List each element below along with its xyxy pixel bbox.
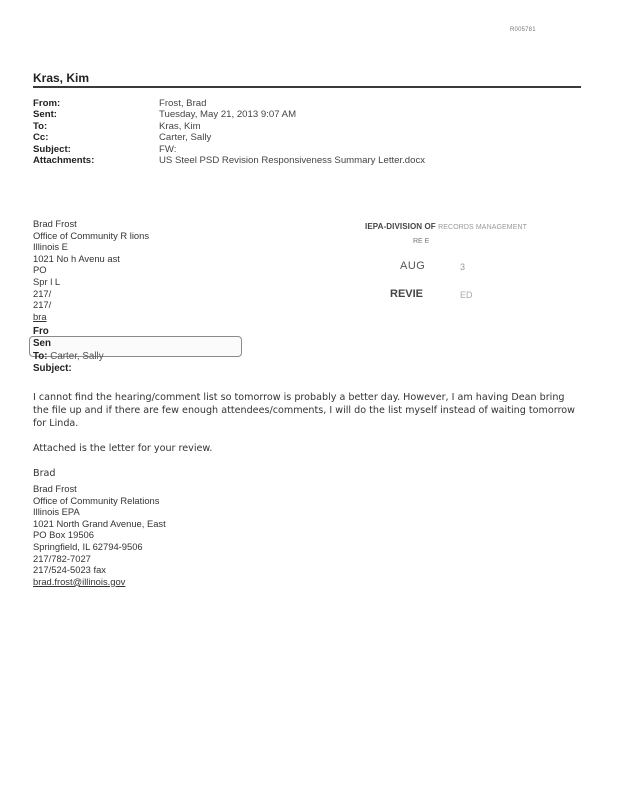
signature-line: Brad Frost (33, 218, 77, 229)
stamp-month: AUG (400, 260, 426, 272)
header-label: From: (33, 98, 61, 109)
header-label: Attachments: (33, 155, 95, 167)
signature-line: 217/ (33, 287, 52, 299)
signature-city: Springfield, IL 62794-9506 (33, 540, 143, 552)
signature-email-partial[interactable]: bra (33, 310, 47, 322)
fw-to-label: To: (33, 350, 48, 362)
header-label: To: (33, 120, 48, 132)
fw-from-label: Fro (33, 326, 49, 337)
stamp-agency-faint: RECORDS MANAGEMENT (438, 224, 528, 231)
body-signoff: Brad (33, 468, 56, 479)
stamp-agency (365, 222, 527, 231)
received-stamp (365, 222, 528, 312)
mailbox-owner: Kras, Kim (33, 71, 90, 85)
header-value: Frost, Brad (159, 98, 207, 109)
signature-name: Brad Frost (33, 483, 77, 494)
header-value: Tuesday, May 21, 2013 9:07 AM (159, 109, 297, 121)
fw-to-value: Carter, Sally (50, 350, 104, 362)
stamp-reviewed-faint: ED (460, 290, 473, 300)
signature-phone: 217/782-7027 (33, 552, 91, 564)
header-from (33, 98, 573, 109)
signature-block (33, 483, 166, 587)
signature-partial (33, 218, 149, 322)
signature-fax: 217/524-5023 fax (33, 564, 106, 576)
signature-line: Office of Community R lions (33, 229, 150, 241)
fw-subject-label: Subject: (33, 363, 72, 375)
signature-line: 217/ (33, 299, 52, 311)
header-attachments (33, 155, 573, 166)
header-value: FW: (159, 143, 177, 155)
stamp-received: RE E (413, 238, 430, 245)
header-subject (33, 144, 573, 155)
header-label: Cc: (33, 132, 49, 144)
header-cc (33, 132, 573, 143)
signature-email-link[interactable]: brad.frost@illinois.gov (33, 575, 126, 587)
email-header (33, 98, 573, 166)
header-label: Sent: (33, 109, 57, 121)
fw-sent-label: Sen (33, 338, 51, 350)
stamp-reviewed: REVIE (390, 288, 424, 300)
signature-agency: Illinois EPA (33, 506, 80, 518)
stamp-day: 3 (460, 262, 466, 272)
header-divider (33, 86, 581, 88)
signature-line: PO (33, 264, 47, 276)
document-id: R005781 (510, 27, 536, 33)
email-body (33, 391, 583, 492)
signature-street: 1021 North Grand Avenue, East (33, 517, 166, 529)
body-paragraph: I cannot find the hearing/comment list so tomorrow is probably a better day. However, I am having Dean bring the file up and if there are few enough attendees/comments, I will do the list myself instead of waiting tomorrow for Linda. (33, 392, 575, 429)
forwarded-header (33, 326, 104, 376)
header-value: Carter, Sally (159, 132, 212, 144)
stamp-agency-text: IEPA-DIVISION OF (365, 222, 436, 231)
fw-to-row (33, 351, 104, 363)
body-paragraph: Attached is the letter for your review. (33, 443, 213, 454)
signature-line: Illinois E (33, 241, 68, 253)
signature-pobox: PO Box 19506 (33, 529, 94, 541)
header-value: Kras, Kim (159, 120, 201, 132)
header-label: Subject: (33, 143, 71, 155)
header-sent (33, 109, 573, 120)
signature-line: Spr l L (33, 275, 61, 287)
signature-office: Office of Community Relations (33, 494, 160, 506)
signature-line: 1021 No h Avenu ast (33, 252, 120, 264)
header-to (33, 121, 573, 132)
attachment-filename[interactable]: US Steel PSD Revision Responsiveness Summary Letter.docx (159, 155, 426, 167)
